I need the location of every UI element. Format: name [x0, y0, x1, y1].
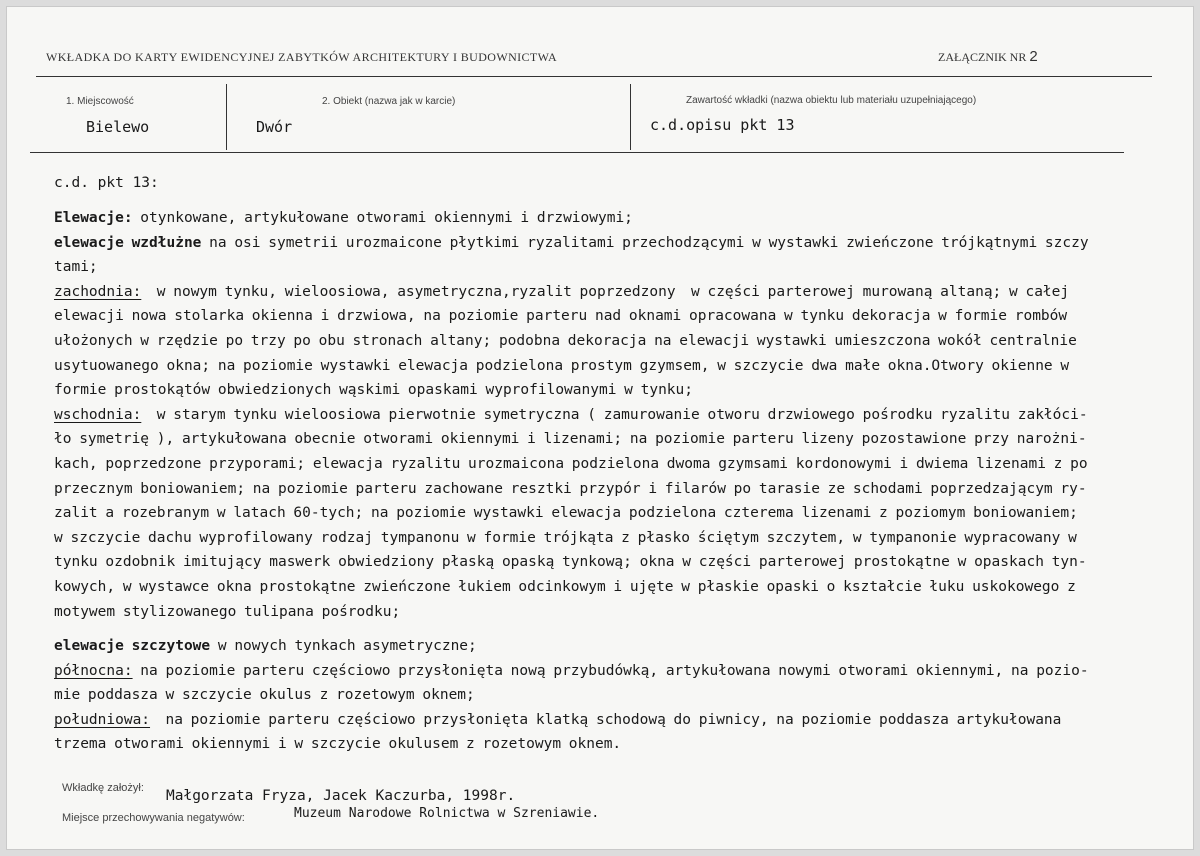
author-value: Małgorzata Fryza, Jacek Kaczurba, 1998r. — [166, 788, 516, 804]
paragraph — [54, 634, 1144, 659]
document-card — [6, 6, 1194, 850]
attachment-label-text: ZAŁĄCZNIK NR — [938, 50, 1027, 64]
content-label: Zawartość wkładki (nazwa obiektu lub materiału uzupełniającego) — [686, 95, 977, 106]
attachment-number: 2 — [1029, 48, 1038, 65]
paragraph-label: elewacje wzdłużne — [54, 234, 202, 251]
paragraph — [54, 403, 1144, 624]
locality-label: 1. Miejscowość — [66, 96, 134, 107]
paragraph-text: w nowym tynku, wieloosiowa, asymetryczna,ryzalit poprzedzony w części parterowej murowaną altaną; w całej elewacji nowa stolarka okienna i drzwiowa, na poziomie parteru nad oknami opracowana w tynku dekoracja w formie rombów ułożonych w rzędzie po trzy po obu stronach altany; podobna dekoracja na elewacji wystawki umieszczona wokół centralnie usytuowanego okna; na poziomie wystawki elewacja podzielona prostym gzymsem, w szczycie dwa małe okna.Otwory okienne w formie prostokątów obwiedzionych wąskimi opaskami wyprofilowanymi w tynku; — [54, 283, 1077, 399]
header-rule-bottom — [30, 152, 1124, 153]
attachment-label — [938, 48, 1038, 65]
intro-line: c.d. pkt 13: — [54, 175, 159, 191]
paragraph-text: w starym tynku wieloosiowa pierwotnie symetryczna ( zamurowanie otworu drzwiowego pośrodku ryzalitu zakłóci- ło symetrię ), artykułowana obecnie otworami okiennymi i lizenami; na poziomie parteru lizeny pozostawione przy narożni- kach, poprzedzone przyporami; elewacja ryzalitu urozmaicona podzielona dwoma gzymsami kordonowymi i dwiema lizenami z po przecznym boniowaniem; na poziomie parteru zachowane resztki przypór i filarów po tarasie ze schodami poprzedzającym ry- zalit a rozebranym w latach 60-tych; na poziomie wystawki elewacja podzielona czterema lizenami z poziomym boniowaniem; w szczycie dachu wyprofilowany rodzaj tympanonu w formie trójkąta z płasko ściętym szczytem, w tympanonie wypracowany w tynku ozdobnik imitujący maswerk obwiedziony płaską opaską tynkową; okna w części parterowej prostokątne w opaskach tyn- kowych, w wystawce okna prostokątne zwieńczone łukiem odcinkowym i ujęte w płaskie opaski o kształcie łuku uskokowego z motywem stylizowanego tulipana pośrodku; — [54, 406, 1088, 620]
negatives-label: Miejsce przechowywania negatywów: — [62, 812, 245, 824]
paragraph-text: na poziomie parteru częściowo przysłonięta klatką schodową do piwnicy, na poziomie poddasza artykułowana trzema otworami okiennymi i w szczycie okulusem z rozetowym oknem. — [54, 711, 1062, 753]
locality-value: Bielewo — [86, 118, 150, 136]
paragraph-text: otynkowane, artykułowane otworami okiennymi i drzwiowymi; — [132, 210, 633, 226]
description-body — [54, 172, 1144, 757]
form-title: WKŁADKA DO KARTY EWIDENCYJNEJ ZABYTKÓW ARCHITEKTURY I BUDOWNICTWA — [46, 50, 558, 64]
paragraph-label: południowa: — [54, 711, 151, 728]
object-value: Dwór — [256, 118, 293, 136]
paragraph-label: zachodnia: — [54, 283, 142, 300]
paragraph-label: Elewacje: — [54, 210, 133, 226]
paragraph — [54, 231, 1144, 280]
paragraph-label: elewacje szczytowe — [54, 638, 211, 655]
paragraph — [54, 280, 1144, 403]
paragraph-label: północna: — [54, 662, 133, 679]
field-separator-1 — [226, 84, 227, 150]
paragraph-text: na osi symetrii urozmaicone płytkimi ryzalitami przechodzącymi w wystawki zwieńczone trójkątnymi szczy tami; — [54, 234, 1089, 276]
paragraph — [54, 206, 1144, 231]
header-rule-top — [36, 76, 1152, 77]
paragraph-label: wschodnia: — [54, 406, 142, 423]
content-value: c.d.opisu pkt 13 — [650, 116, 795, 134]
object-label: 2. Obiekt (nazwa jak w karcie) — [322, 96, 456, 107]
author-label: Wkładkę założył: — [62, 782, 144, 794]
paragraph — [54, 659, 1144, 708]
negatives-value: Muzeum Narodowe Rolnictwa w Szreniawie. — [294, 806, 600, 821]
paragraphs — [54, 206, 1144, 757]
paragraph-text: na poziomie parteru częściowo przysłonięta nową przybudówką, artykułowana nowymi otworami okiennymi, na pozio- mie poddasza w szczycie okulus z rozetowym oknem; — [54, 662, 1089, 704]
paragraph-text: w nowych tynkach asymetryczne; — [210, 638, 477, 655]
paragraph — [54, 708, 1144, 757]
field-separator-2 — [630, 84, 631, 150]
